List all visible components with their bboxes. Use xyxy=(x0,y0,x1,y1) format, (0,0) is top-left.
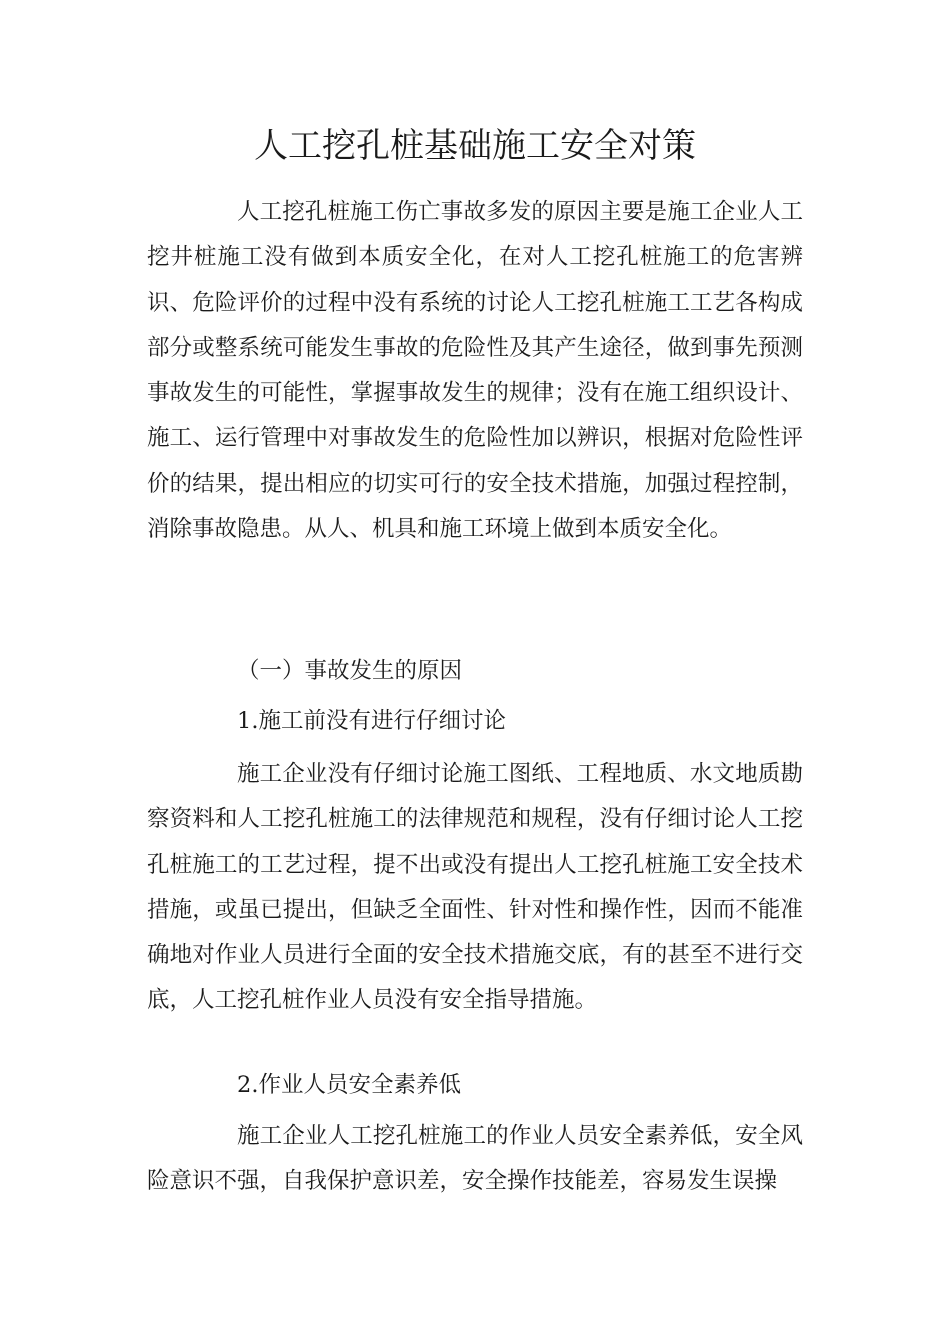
paragraph-low-safety-literacy: 施工企业人工挖孔桩施工的作业人员安全素养低，安全风险意识不强，自我保护意识差，安全操作技能差，容易发生误操 xyxy=(147,1123,803,1195)
document-title: 人工挖孔桩基础施工安全对策 xyxy=(254,126,696,166)
section-heading-causes: （一）事故发生的原因 xyxy=(237,658,463,684)
paragraph-no-research: 施工企业没有仔细讨论施工图纸、工程地质、水文地质勘察资料和人工挖孔桩施工的法律规范和规程，没有仔细讨论人工挖孔桩施工的工艺过程，提不出或没有提出人工挖孔桩施工安全技术措施，或虽已提出，但缺乏全面性、针对性和操作性，因而不能准确地对作业人员进行全面的安全技术措施交底，有的甚至不进行交底，人工挖孔桩作业人员没有安全指导措施。 xyxy=(147,761,803,1014)
subheading-no-research: 1.施工前没有进行仔细讨论 xyxy=(237,708,506,734)
subheading-low-safety-literacy: 2.作业人员安全素养低 xyxy=(237,1072,461,1098)
intro-paragraph: 人工挖孔桩施工伤亡事故多发的原因主要是施工企业人工挖井桩施工没有做到本质安全化，在对人工挖孔桩施工的危害辨识、危险评价的过程中没有系统的讨论人工挖孔桩施工工艺各构成部分或整系统可能发生事故的危险性及其产生途径，做到事先预测事故发生的可能性，掌握事故发生的规律；没有在施工组织设计、施工、运行管理中对事故发生的危险性加以辨识，根据对危险性评价的结果，提出相应的切实可行的安全技术措施，加强过程控制，消除事故隐患。从人、机具和施工环境上做到本质安全化。 xyxy=(147,199,803,543)
